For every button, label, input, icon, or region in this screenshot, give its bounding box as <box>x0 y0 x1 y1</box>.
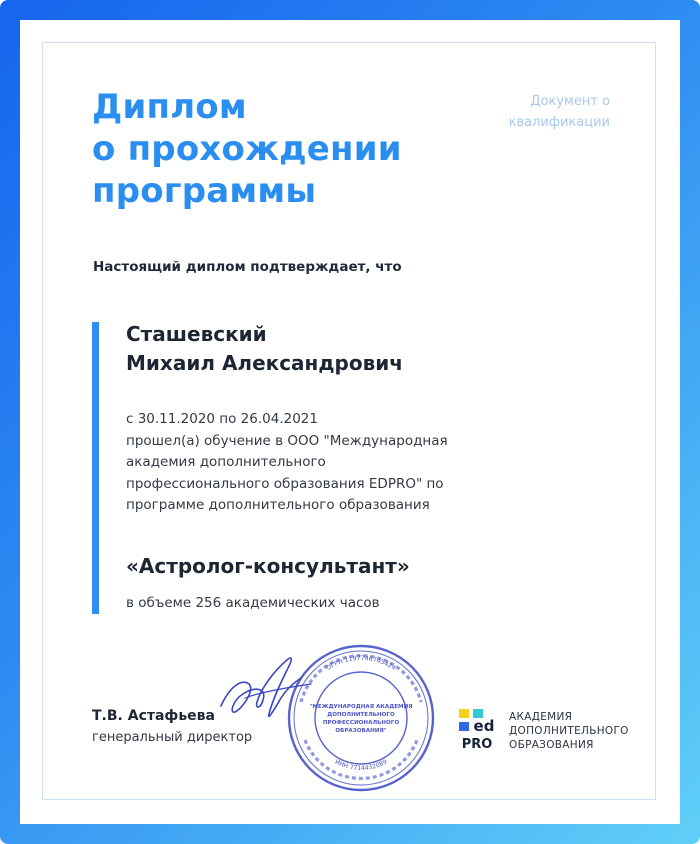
logo-line-2: ДОПОЛНИТЕЛЬНОГО <box>509 725 629 737</box>
recipient-name <box>126 320 403 378</box>
logo-mark-pro: PRO <box>461 737 493 752</box>
logo-line-3: ОБРАЗОВАНИЯ <box>509 739 594 751</box>
official-stamp <box>285 642 437 794</box>
statement-line-1: прошел(а) обучение в ООО "Международная <box>126 432 448 449</box>
logo-line-1: АКАДЕМИЯ <box>509 711 573 723</box>
recipient-given-names: Михаил Александрович <box>126 351 403 375</box>
edpro-logo-text <box>509 710 629 752</box>
edpro-logo-mark <box>457 708 497 752</box>
study-dates: с 30.11.2020 по 26.04.2021 <box>126 411 318 427</box>
doc-type-line-2: квалификации <box>508 115 610 130</box>
program-hours: в объеме 256 академических часов <box>126 595 380 611</box>
accent-bar <box>92 322 99 614</box>
document-type-label <box>470 91 610 133</box>
statement-line-4: программе дополнительного образования <box>126 497 430 514</box>
confirmation-text: Настоящий диплом подтверждает, что <box>93 259 402 275</box>
diploma-sheet <box>20 20 680 824</box>
logo-mark-ed: ed <box>473 717 495 735</box>
stamp-center-line-4: ОБРАЗОВАНИЯ" <box>335 728 387 734</box>
diploma-title <box>92 86 402 212</box>
program-name: «Астролог-консультант» <box>126 554 410 578</box>
recipient-surname: Сташевский <box>126 322 267 346</box>
svg-text:ОГРН 1197746745424 <box>325 655 397 672</box>
statement-line-3: профессионального образования EDPRO" по <box>126 475 444 492</box>
stamp-inn: ИНН 7714432089 <box>333 758 389 773</box>
title-line-2: о прохождении <box>92 129 402 169</box>
stamp-ogrn: ОГРН 1197746745424 <box>325 654 397 672</box>
signer-role: генеральный директор <box>92 730 253 745</box>
statement-line-2: академия дополнительного <box>126 454 326 471</box>
doc-type-line-1: Документ о <box>530 94 610 109</box>
title-line-3: программы <box>92 171 317 211</box>
signer-name: Т.В. Астафьева <box>92 708 215 724</box>
stamp-center-line-2: ДОПОЛНИТЕЛЬНОГО <box>327 712 395 718</box>
title-line-1: Диплом <box>92 87 247 127</box>
stamp-center-line-3: ПРОФЕССИОНАЛЬНОГО <box>322 720 400 726</box>
stamp-center-line-1: "МЕЖДУНАРОДНАЯ АКАДЕМИЯ <box>309 704 413 710</box>
completion-statement <box>126 409 526 517</box>
